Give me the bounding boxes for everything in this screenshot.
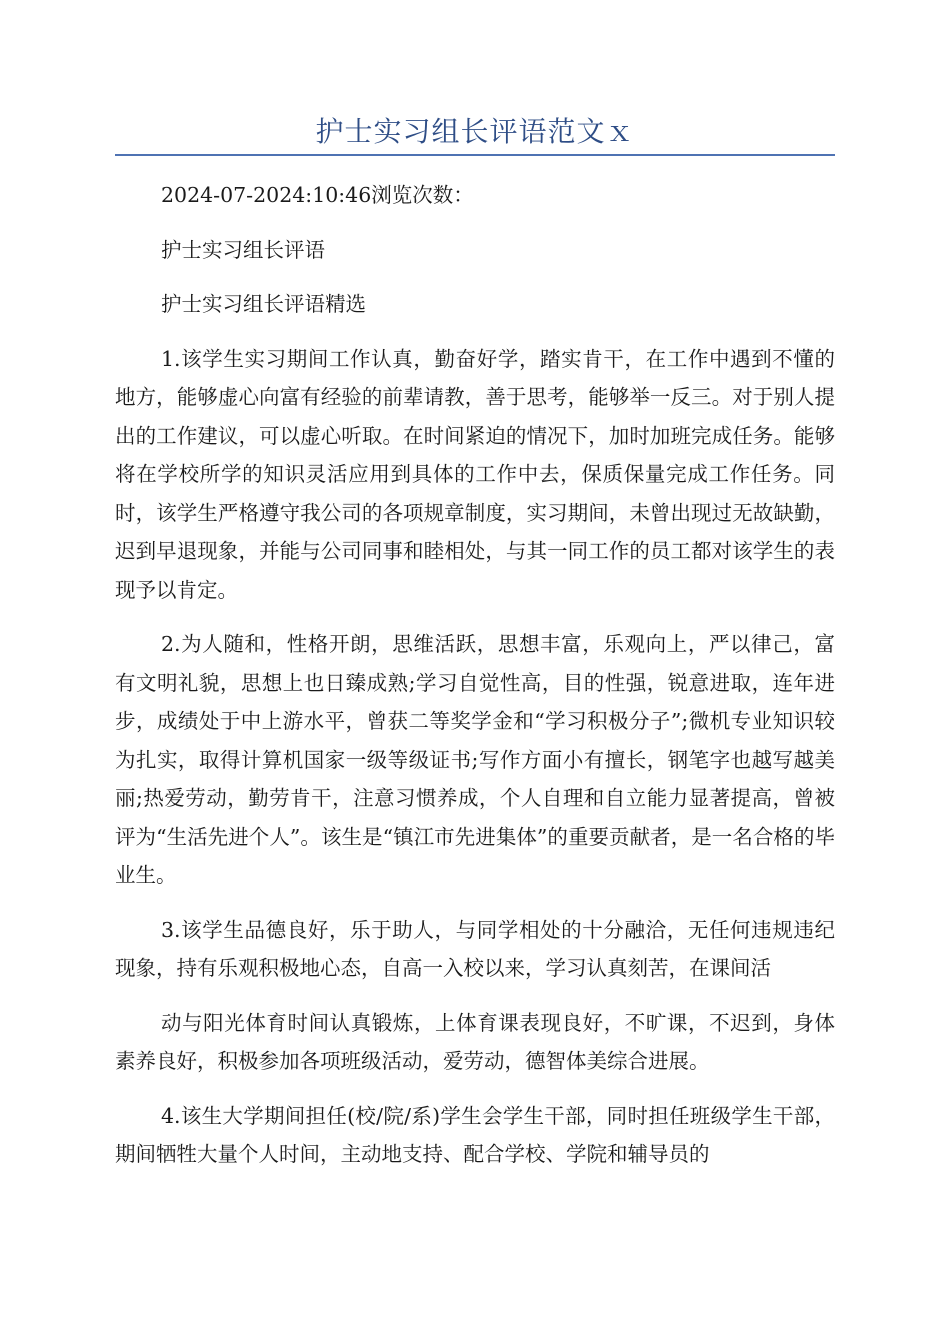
meta-line: 2024-07-2024:10:46浏览次数： — [161, 183, 474, 207]
document-body — [115, 176, 835, 1190]
section-heading: 护士实习组长评语 — [161, 237, 325, 262]
section-subheading: 护士实习组长评语精选 — [161, 292, 366, 316]
paragraph-2: 2.为人随和，性格开朗，思维活跃，思想丰富，乐观向上，严以律己，富有文明礼貌，思想上也日臻成熟;学习自觉性高，目的性强，锐意进取，连年进步，成绩处于中上游水平，曾获二等奖学金和“学习积极分子”;微机专业知识较为扎实，取得计算机国家一级等级证书;写作方面小有擅长，钢笔字也越写越美丽;热爱劳动，勤劳肯干，注意习惯养成，个人自理和自立能力显著提高，曾被评为“生活先进个人”。该生是“镇江市先进集体”的重要贡献者，是一名合格的毕业生。 — [115, 632, 835, 887]
title-underline — [115, 154, 835, 156]
paragraph-1: 1.该学生实习期间工作认真，勤奋好学，踏实肯干，在工作中遇到不懂的地方，能够虚心向富有经验的前辈请教，善于思考，能够举一反三。对于别人提出的工作建议，可以虚心听取。在时间紧迫的情况下，加时加班完成任务。能够将在学校所学的知识灵活应用到具体的工作中去，保质保量完成工作任务。同时，该学生严格遵守我公司的各项规章制度，实习期间，未曾出现过无故缺勤，迟到早退现象，并能与公司同事和睦相处，与其一同工作的员工都对该学生的表现予以肯定。 — [115, 346, 835, 602]
document-title: 护士实习组长评语范文ｘ — [315, 115, 635, 148]
paragraph-4: 4.该生大学期间担任(校/院/系)学生会学生干部，同时担任班级学生干部，期间牺牲大量个人时间，主动地支持、配合学校、学院和辅导员的 — [115, 1103, 835, 1166]
paragraph-3: 3.该学生品德良好，乐于助人，与同学相处的十分融洽，无任何违规违纪现象，持有乐观积极地心态，自高一入校以来，学习认真刻苦，在课间活 — [115, 917, 835, 980]
paragraph-3-continued: 动与阳光体育时间认真锻炼，上体育课表现良好，不旷课，不迟到，身体素养良好，积极参加各项班级活动，爱劳动，德智体美综合进展。 — [115, 1010, 835, 1073]
